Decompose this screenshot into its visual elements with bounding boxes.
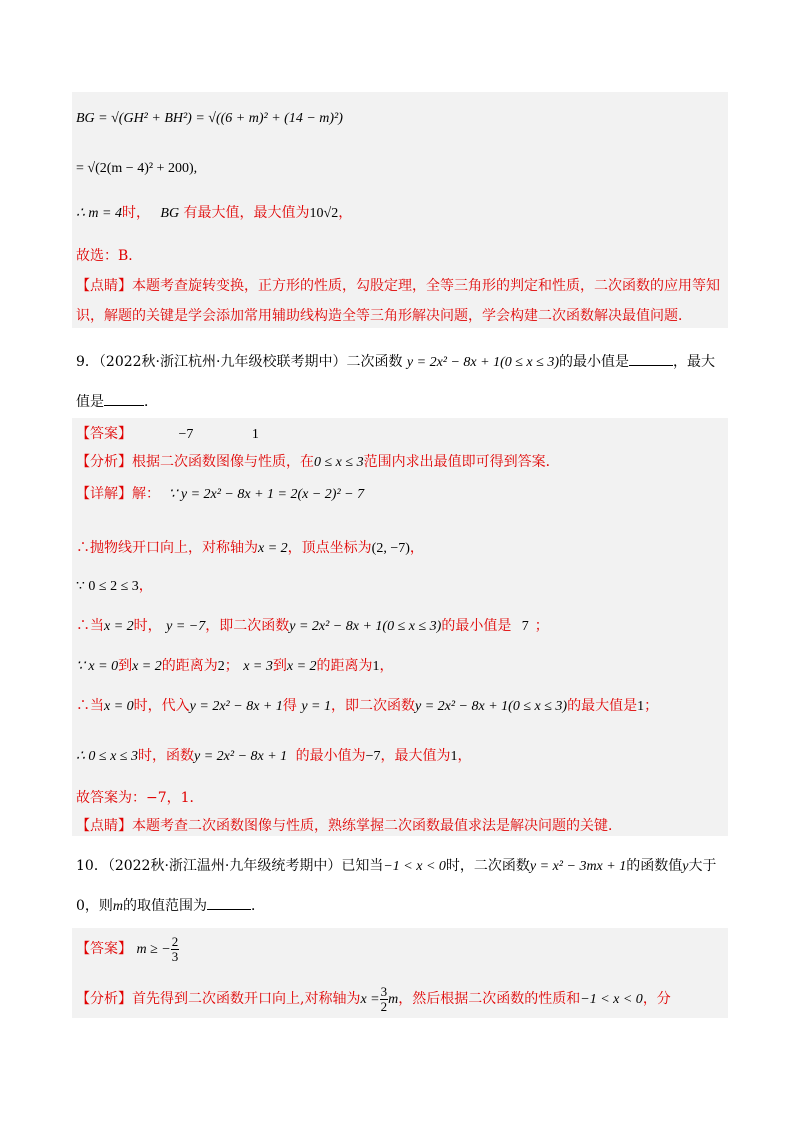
answer-blank — [207, 909, 251, 910]
math: x = 2 — [104, 619, 134, 634]
text: ； — [224, 658, 239, 674]
text: 根据二次函数图像与性质，在 — [132, 454, 314, 470]
q9-detail-line — [76, 484, 364, 505]
text: 时，代入 — [133, 698, 190, 714]
numerator: 3 — [380, 983, 388, 999]
math: −7 — [365, 749, 381, 764]
q9-step4 — [76, 656, 394, 677]
text: 得 — [282, 698, 297, 714]
comment-tag: 【点睛】 — [76, 278, 132, 294]
text: ，分 — [642, 991, 671, 1007]
q8-comment-line2 — [76, 306, 692, 326]
text: ，顶点坐标为 — [287, 540, 372, 556]
q9-final-line — [76, 788, 204, 808]
text: 的最小值是 — [559, 354, 629, 370]
math: ∵ 0 ≤ 2 ≤ 3 — [76, 579, 139, 594]
math: y = 2x² − 8x + 1 — [189, 699, 283, 714]
text: ． — [144, 394, 158, 410]
q9-question-line1 — [76, 352, 715, 373]
text: 值是 — [76, 394, 104, 410]
math: −1 < x < 0 — [580, 992, 643, 1007]
q9-step2 — [76, 576, 153, 597]
text: ， — [338, 205, 353, 221]
bg-simplified-line — [76, 158, 197, 179]
q9-answer-line — [76, 424, 259, 445]
conclusion-line — [76, 203, 352, 224]
text: ， — [457, 748, 472, 764]
text: 范围内求出最值即可得到答案． — [363, 454, 560, 470]
question-function: y = x² − 3mx + 1 — [529, 859, 627, 874]
text: ． — [251, 898, 266, 914]
choice-text: 故选：B． — [76, 248, 143, 264]
denominator: 2 — [380, 998, 388, 1014]
math: 1 — [637, 699, 645, 714]
bg-simplified: = √(2(m − 4)² + 200), — [76, 161, 198, 176]
q9-step6 — [76, 746, 472, 767]
math: −1 < x < 0 — [383, 859, 446, 874]
numerator: 2 — [171, 933, 179, 949]
text: ， — [379, 658, 394, 674]
math: x = 2 — [258, 541, 288, 556]
q9-analysis-line — [76, 452, 560, 473]
q9-step3 — [76, 616, 549, 637]
math-m-equals-4: ∴ m = 4 — [76, 206, 122, 221]
math: m — [388, 992, 399, 1007]
q10-question-line2 — [76, 896, 265, 917]
math: x = 2 — [286, 659, 317, 674]
math: 2 — [217, 659, 225, 674]
math: (2, −7) — [371, 541, 410, 556]
comment-tag: 【点睛】 — [76, 818, 132, 834]
text: ； — [644, 698, 659, 714]
answer-blank — [104, 405, 144, 406]
math: x = 0 — [104, 699, 134, 714]
math: 1 — [372, 659, 380, 674]
text: ，最大 — [673, 354, 715, 370]
answer-tag: 【答案】 — [76, 426, 132, 442]
math: y = 2x² − 8x + 1(0 ≤ x ≤ 3) — [414, 699, 568, 714]
question-source: （2022秋·浙江温州·九年级统考期中）已知当 — [107, 858, 384, 874]
math: y = 2x² − 8x + 1 — [194, 749, 288, 764]
denominator: 3 — [171, 948, 179, 964]
math: 0 ≤ x ≤ 3 — [314, 455, 364, 470]
text: 的取值范围为 — [123, 898, 208, 914]
math: y = −7 — [166, 619, 206, 634]
text: 解： — [132, 486, 160, 502]
fraction-three-halves — [380, 985, 389, 1014]
text: ，即二次函数 — [205, 618, 290, 634]
text: ， — [138, 578, 153, 594]
question-number: 9． — [76, 354, 99, 370]
text: 时， — [133, 618, 162, 634]
text: 到 — [272, 658, 287, 674]
text: ，最大值为 — [380, 748, 451, 764]
math: ∵ y = 2x² − 8x + 1 = 2(x − 2)² − 7 — [168, 487, 365, 502]
q10-answer-line — [76, 934, 179, 965]
comment-text: 识，解题的关键是学会添加常用辅助线构造全等三角形解决问题，学会构建二次函数解决最值问题． — [76, 308, 692, 324]
text: 时， — [121, 205, 150, 221]
answer-blank — [629, 365, 673, 366]
bg-formula-line — [76, 108, 343, 129]
math: 7 — [521, 619, 529, 634]
q10-question-line1 — [76, 856, 716, 877]
math: x = 2 — [132, 659, 162, 674]
text: 的函数值 — [626, 858, 683, 874]
math: ∵ x = 0 — [76, 659, 119, 674]
math: ∴ 0 ≤ x ≤ 3 — [76, 749, 138, 764]
text: 时，函数 — [138, 748, 194, 764]
text: ，然后根据二次函数的性质和 — [398, 991, 581, 1007]
bg-formula: BG = √(GH² + BH²) = √((6 + m)² + (14 − m)²) — [76, 111, 343, 126]
math: x = — [360, 992, 380, 1007]
q9-step5 — [76, 696, 658, 717]
text: 的最小值是 — [441, 618, 512, 634]
q10-analysis-line — [76, 984, 671, 1015]
comment-text: 本题考查二次函数图像与性质，熟练掌握二次函数最值求法是解决问题的关键． — [132, 818, 622, 834]
text: 0，则 — [76, 898, 113, 914]
question-source: （2022秋·浙江杭州·九年级校联考期中）二次函数 — [98, 354, 403, 370]
math-max-value: 10√2 — [309, 206, 339, 221]
text: ∴当 — [76, 698, 104, 714]
text: 大于 — [688, 858, 717, 874]
answer-tag: 【答案】 — [76, 941, 132, 957]
fraction-two-thirds — [171, 935, 180, 964]
q9-question-line2 — [76, 392, 158, 412]
text: 的最大值是 — [567, 698, 638, 714]
text: ； — [534, 618, 549, 634]
text: 时，二次函数 — [445, 858, 530, 874]
q8-comment-line1 — [76, 276, 720, 296]
comment-text: 本题考查旋转变换，正方形的性质，勾股定理，全等三角形的判定和性质，二次函数的应用等知 — [132, 278, 720, 294]
math: y = 2x² − 8x + 1(0 ≤ x ≤ 3) — [289, 619, 442, 634]
math: m — [112, 899, 124, 914]
text: ， — [409, 540, 424, 556]
text: 首先得到二次函数开口向上,对称轴为 — [132, 991, 361, 1007]
math: x = 3 — [243, 659, 273, 674]
text: ∴抛物线开口向上，对称轴为 — [76, 540, 258, 556]
q9-comment-line — [76, 816, 622, 836]
answer-value-min: −7 — [178, 427, 194, 442]
text: 到 — [118, 658, 133, 674]
math: 1 — [450, 749, 458, 764]
text: ∴当 — [76, 618, 104, 634]
question-function: y = 2x² − 8x + 1(0 ≤ x ≤ 3) — [406, 355, 559, 370]
question-number: 10． — [76, 858, 108, 874]
math: y — [682, 859, 689, 874]
analysis-tag: 【分析】 — [76, 991, 132, 1007]
math: y = 1 — [301, 699, 331, 714]
q9-step1 — [76, 538, 424, 559]
text: 的距离为 — [161, 658, 218, 674]
math-bg: BG — [160, 206, 180, 221]
choice-line — [76, 246, 142, 266]
analysis-tag: 【分析】 — [76, 454, 132, 470]
final-answer: 故答案为：−7，1． — [76, 790, 204, 806]
detail-tag: 【详解】 — [76, 486, 132, 502]
text: ，即二次函数 — [330, 698, 415, 714]
text: 的最小值为 — [295, 748, 366, 764]
answer-value-max: 1 — [251, 427, 259, 442]
text: 有最大值，最大值为 — [183, 205, 310, 221]
math: m ≥ − — [136, 942, 171, 957]
text: 的距离为 — [316, 658, 373, 674]
